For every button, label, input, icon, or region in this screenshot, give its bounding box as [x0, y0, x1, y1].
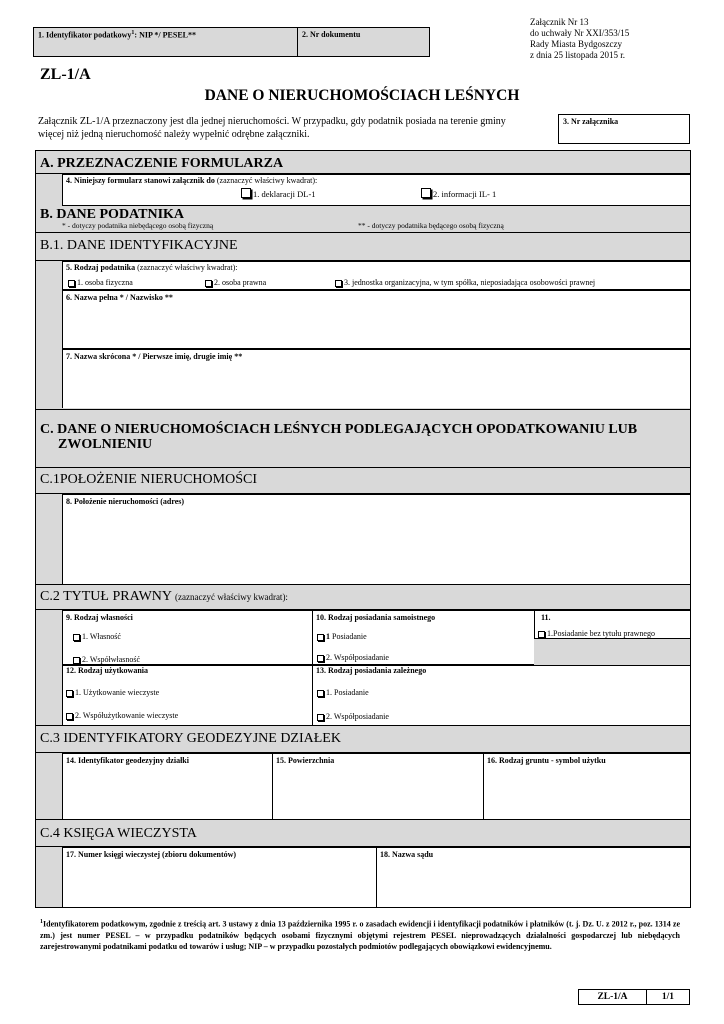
section-a-heading: A. PRZEZNACZENIE FORMULARZA	[40, 156, 284, 171]
note-legal-person: * - dotyczy podatnika niebędącego osobą fizyczną	[62, 221, 214, 230]
field10-label: 10. Rodzaj posiadania samoistnego	[316, 613, 436, 622]
option-legal-person[interactable]: 2. osoba prawna	[205, 278, 266, 287]
option-dependent-possession[interactable]: 1. Posiadanie	[317, 688, 369, 697]
field5-label: 5. Rodzaj podatnika (zaznaczyć właściwy kwadrat):	[66, 263, 238, 272]
c2-heading: C.2 TYTUŁ PRAWNY (zaznaczyć właściwy kwadrat):	[40, 589, 288, 604]
field16-land-type[interactable]	[483, 753, 690, 819]
field6-label: 6. Nazwa pełna * / Nazwisko **	[66, 293, 173, 302]
field18-court-name[interactable]	[376, 847, 690, 907]
checkbox-icon[interactable]	[66, 690, 73, 697]
field11	[534, 610, 690, 639]
option-dl1[interactable]: 1. deklaracji DL-1	[241, 188, 316, 199]
field14-label: 14. Identyfikator geodezyjny działki	[66, 756, 189, 765]
annex-line-1: Załącznik Nr 13	[530, 17, 589, 27]
checkbox-icon[interactable]	[317, 634, 324, 641]
option-ownership[interactable]: 1. Własność	[73, 632, 121, 641]
page-footer	[578, 989, 690, 1005]
field17-land-register[interactable]	[62, 847, 376, 907]
option-natural-person[interactable]: 1. osoba fizyczna	[68, 278, 133, 287]
c4-header	[36, 819, 690, 847]
checkbox-icon[interactable]	[335, 280, 342, 287]
field4	[62, 174, 690, 206]
section-a-header	[36, 154, 690, 174]
annex-note	[530, 17, 629, 61]
option-perpetual-usufruct[interactable]: 1. Użytkowanie wieczyste	[66, 688, 159, 697]
page-title: DANE O NIERUCHOMOŚCIACH LEŚNYCH	[204, 87, 520, 104]
field3-box[interactable]	[558, 114, 690, 144]
field18-label: 18. Nazwa sądu	[380, 850, 434, 859]
field13-label: 13. Rodzaj posiadania zależnego	[316, 666, 427, 675]
c2-header	[36, 584, 690, 610]
field7-label: 7. Nazwa skrócona * / Pierwsze imię, drugie imię **	[66, 352, 243, 361]
checkbox-icon[interactable]	[317, 655, 324, 662]
field12-usage	[62, 665, 312, 725]
checkbox-icon[interactable]	[73, 657, 80, 664]
section-b-header	[36, 206, 690, 233]
field1-cell[interactable]	[34, 28, 298, 56]
field14-parcel-id[interactable]	[62, 753, 272, 819]
field3-label: 3. Nr załącznika	[563, 117, 619, 126]
form-code: ZL-1/A	[40, 66, 91, 83]
field9-label: 9. Rodzaj własności	[66, 613, 133, 622]
option-il1[interactable]: 2. informacji IL- 1	[421, 188, 496, 199]
annex-line-2: do uchwały Nr XXI/353/15	[530, 28, 630, 38]
checkbox-icon[interactable]	[317, 690, 324, 697]
c3-header	[36, 725, 690, 753]
field10-possession	[312, 610, 534, 665]
option-org-unit[interactable]: 3. jednostka organizacyjna, w tym spółka, nieposiadająca osobowości prawnej	[335, 278, 595, 287]
checkbox-icon[interactable]	[73, 634, 80, 641]
c1-heading: C.1POŁOŻENIE NIERUCHOMOŚCI	[40, 472, 257, 487]
field5	[62, 261, 690, 290]
field9-ownership	[62, 610, 312, 665]
field12-label: 12. Rodzaj użytkowania	[66, 666, 149, 675]
top-id-box	[33, 27, 430, 57]
field16-label: 16. Rodzaj gruntu - symbol użytku	[487, 756, 606, 765]
field4-label: 4. Niniejszy formularz stanowi załącznik do (zaznaczyć właściwy kwadrat):	[66, 176, 318, 185]
annex-line-4: z dnia 25 listopada 2015 r.	[530, 50, 625, 60]
option-co-ownership[interactable]: 2. Współwłasność	[73, 655, 140, 664]
field2-cell[interactable]	[298, 28, 429, 56]
footnote: $^1$Identyfikatorem podatkowym, zgodnie z treścią art. 3 ustawy z dnia 13 października 1995 r. o zasadach ewidencji i identyfikacji podatników i płatników (t. j. Dz. U. z 2012 r., poz. 1314 ze zm.) jest numer PESEL – w przypadku podatników będących osobami fizycznymi objętymi rejestrem PESEL nieprowadzących działalności gospodarczej lub niebędących zarejestrowanymi podatnikami podatku od towarów i usług; NIP – w przypadku pozostałych podmiotów podlegających obowiązkowi ewidencyjnemu.	[40, 919, 680, 951]
field11-label: 11.	[541, 613, 551, 622]
field17-label: 17. Numer księgi wieczystej (zbioru dokumentów)	[66, 850, 237, 859]
option-no-title[interactable]: 1.Posiadanie bez tytułu prawnego	[538, 629, 655, 638]
c4-heading: C.4 KSIĘGA WIECZYSTA	[40, 826, 197, 841]
section-c-heading: C. DANE O NIERUCHOMOŚCIACH LEŚNYCH PODLEGAJĄCYCH OPODATKOWANIU LUB ZWOLNIENIU	[40, 422, 638, 452]
c1-header	[36, 468, 690, 494]
field13-dependent-possession	[312, 665, 690, 725]
intro-text: Załącznik ZL-1/A przeznaczony jest dla jednej nieruchomości. W przypadku, gdy podatnik posiada na terenie gminy więcej niż jedną nieruchomość należy wypełnić odrębne załączniki.	[38, 116, 506, 140]
main-form	[35, 150, 691, 908]
c3-heading: C.3 IDENTYFIKATORY GEODEZYJNE DZIAŁEK	[40, 731, 341, 746]
checkbox-icon[interactable]	[68, 280, 75, 287]
checkbox-icon[interactable]	[241, 188, 251, 198]
section-b-heading: B. DANE PODATNIKA	[40, 207, 185, 222]
checkbox-icon[interactable]	[205, 280, 212, 287]
footer-page: 1/1	[661, 992, 675, 1002]
option-possession[interactable]: 1 Posiadanie	[317, 632, 367, 641]
checkbox-icon[interactable]	[317, 714, 324, 721]
section-c-header	[36, 409, 690, 468]
footer-code: ZL-1/A	[579, 990, 647, 1004]
checkbox-icon[interactable]	[538, 631, 545, 638]
field8-location[interactable]	[62, 494, 690, 584]
field8-label: 8. Położenie nieruchomości (adres)	[66, 497, 185, 506]
field2-label: 2. Nr dokumentu	[302, 30, 361, 39]
option-dependent-co-possession[interactable]: 2. Współposiadanie	[317, 712, 389, 721]
field1-label: 1. Identyfikator podatkowy$^1$: NIP */ PESEL**	[38, 30, 196, 40]
field6-full-name[interactable]	[62, 290, 690, 349]
option-co-possession[interactable]: 2. Współposiadanie	[317, 653, 389, 662]
annex-line-3: Rady Miasta Bydgoszczy	[530, 39, 622, 49]
checkbox-icon[interactable]	[421, 188, 431, 198]
b1-heading: B.1. DANE IDENTYFIKACYJNE	[40, 238, 238, 253]
field15-label: 15. Powierzchnia	[276, 756, 335, 765]
note-natural-person: ** - dotyczy podatnika będącego osobą fizyczną	[358, 221, 504, 230]
field7-short-name[interactable]	[62, 349, 690, 408]
b1-header	[36, 233, 690, 261]
option-co-perpetual-usufruct[interactable]: 2. Współużytkowanie wieczyste	[66, 711, 178, 720]
field15-area[interactable]	[272, 753, 483, 819]
checkbox-icon[interactable]	[66, 713, 73, 720]
